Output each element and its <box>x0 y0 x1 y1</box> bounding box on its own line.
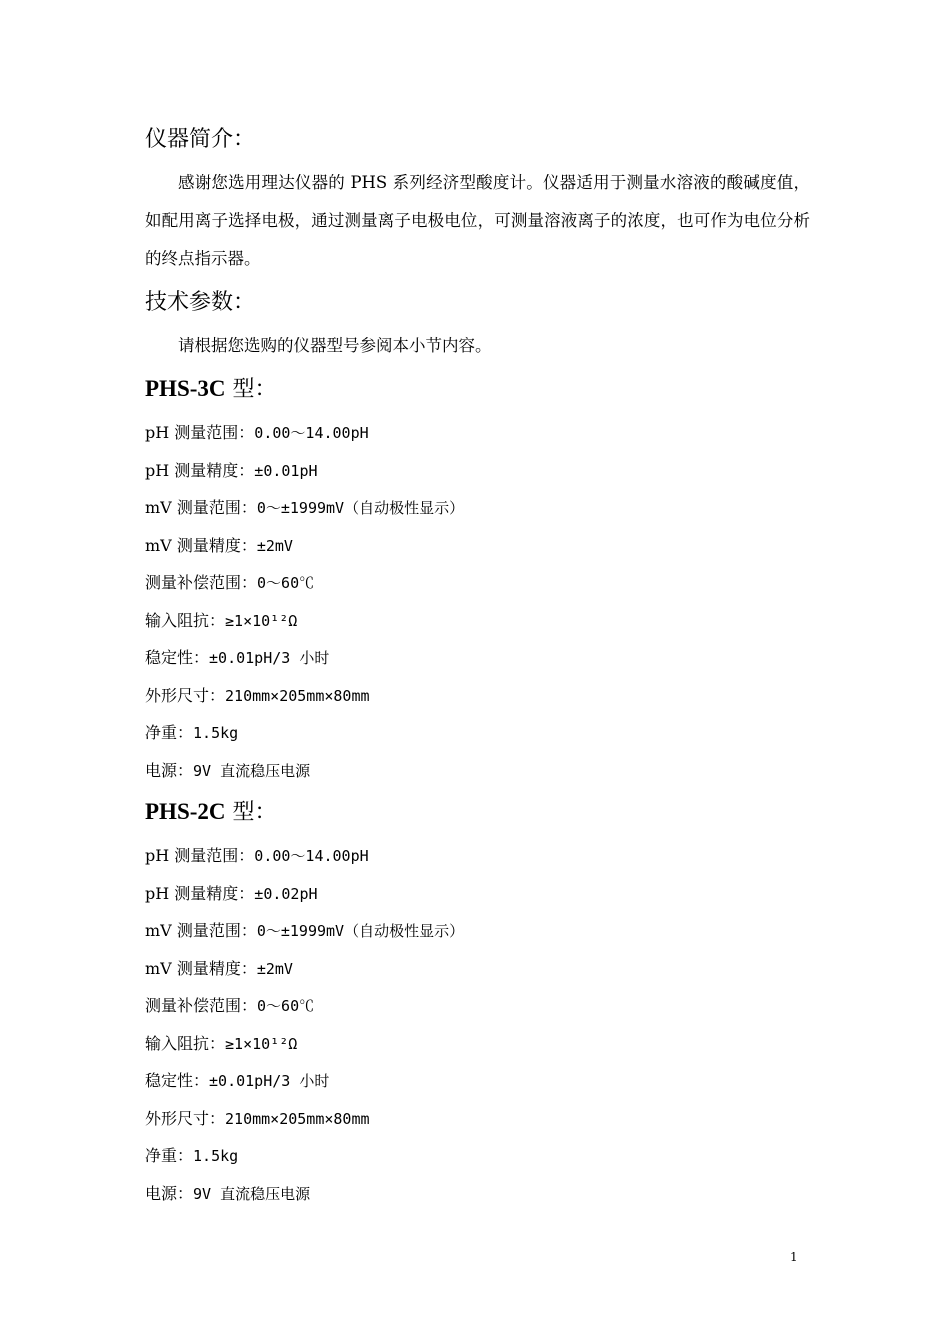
spec-item <box>145 564 464 602</box>
spec-value: 0～±1999mV（自动极性显示） <box>256 499 465 517</box>
spec-value: 0～60℃ <box>257 574 315 592</box>
spec-label: 稳定性： <box>145 1071 210 1090</box>
spec-label: 稳定性： <box>145 648 210 667</box>
spec-value: ±2mV <box>256 959 293 978</box>
spec-value: 0.00～14.00pH <box>254 424 369 442</box>
intro-heading: 仪器简介： <box>145 127 256 152</box>
spec-label: 外形尺寸： <box>145 1108 226 1128</box>
spec-value: ≥1×10¹²Ω <box>225 611 298 630</box>
spec-label: 外形尺寸： <box>145 685 226 705</box>
spec-value: 9V 直流稳压电源 <box>193 761 311 780</box>
spec-value: 1.5kg <box>193 724 239 742</box>
spec-value: ±0.02pH <box>254 884 318 903</box>
spec-label: mV 测量范围： <box>145 921 257 940</box>
spec-item <box>145 875 464 913</box>
spec-item <box>145 414 464 452</box>
spec-value: ≥1×10¹²Ω <box>225 1034 298 1053</box>
spec-value: 0～±1999mV（自动极性显示） <box>256 922 465 940</box>
tech-heading: 技术参数： <box>145 290 256 315</box>
spec-label: mV 测量精度： <box>145 535 257 555</box>
model-code: PHS-2C <box>145 799 226 824</box>
spec-label: 净重： <box>145 723 194 742</box>
model-suffix: 型： <box>225 800 277 825</box>
model-suffix: 型： <box>225 377 277 402</box>
spec-value: 9V 直流稳压电源 <box>193 1184 311 1203</box>
spec-item <box>145 1062 464 1100</box>
spec-value: ±0.01pH <box>254 461 318 480</box>
spec-item <box>145 1137 464 1175</box>
spec-item <box>145 489 464 527</box>
spec-label: 输入阻抗： <box>145 1033 226 1053</box>
spec-item <box>145 1025 464 1063</box>
spec-list-phs-3c <box>145 414 464 789</box>
spec-item <box>145 677 464 715</box>
spec-list-phs-2c <box>145 837 464 1212</box>
spec-value: 0.00～14.00pH <box>254 847 369 865</box>
spec-value: 210mm×205mm×80mm <box>225 1109 370 1128</box>
spec-label: pH 测量范围： <box>145 846 255 865</box>
spec-value: ±0.01pH/3 小时 <box>209 649 330 667</box>
spec-value: 0～60℃ <box>257 997 315 1015</box>
spec-value: ±2mV <box>256 536 293 555</box>
spec-item <box>145 452 464 490</box>
spec-item <box>145 837 464 875</box>
spec-label: mV 测量范围： <box>145 498 257 517</box>
spec-item <box>145 752 464 790</box>
spec-item <box>145 912 464 950</box>
spec-label: 测量补偿范围： <box>145 996 258 1015</box>
spec-value: ±0.01pH/3 小时 <box>209 1072 330 1090</box>
spec-item <box>145 639 464 677</box>
spec-value: 1.5kg <box>193 1147 239 1165</box>
model-code: PHS-3C <box>145 376 226 401</box>
intro-paragraph: 感谢您选用理达仪器的 PHS 系列经济型酸度计。仪器适用于测量水溶液的酸碱度值，如配用离子选择电极，通过测量离子电极电位，可测量溶液离子的浓度，也可作为电位分析的终点指示器。 <box>145 173 810 268</box>
spec-label: 输入阻抗： <box>145 610 226 630</box>
spec-label: 电源： <box>145 1183 194 1203</box>
spec-item <box>145 987 464 1025</box>
spec-label: 电源： <box>145 760 194 780</box>
spec-item <box>145 602 464 640</box>
spec-item <box>145 714 464 752</box>
tech-paragraph: 请根据您选购的仪器型号参阅本小节内容。 <box>178 336 492 355</box>
spec-item <box>145 527 464 565</box>
spec-item <box>145 950 464 988</box>
spec-item <box>145 1175 464 1213</box>
spec-label: pH 测量范围： <box>145 423 255 442</box>
spec-value: 210mm×205mm×80mm <box>225 686 370 705</box>
spec-label: 净重： <box>145 1146 194 1165</box>
page-number: 1 <box>790 1250 798 1264</box>
spec-label: pH 测量精度： <box>145 883 255 903</box>
spec-label: mV 测量精度： <box>145 958 257 978</box>
model-heading-phs-2c <box>145 797 277 828</box>
spec-item <box>145 1100 464 1138</box>
spec-label: 测量补偿范围： <box>145 573 258 592</box>
model-heading-phs-3c <box>145 374 277 405</box>
spec-label: pH 测量精度： <box>145 460 255 480</box>
